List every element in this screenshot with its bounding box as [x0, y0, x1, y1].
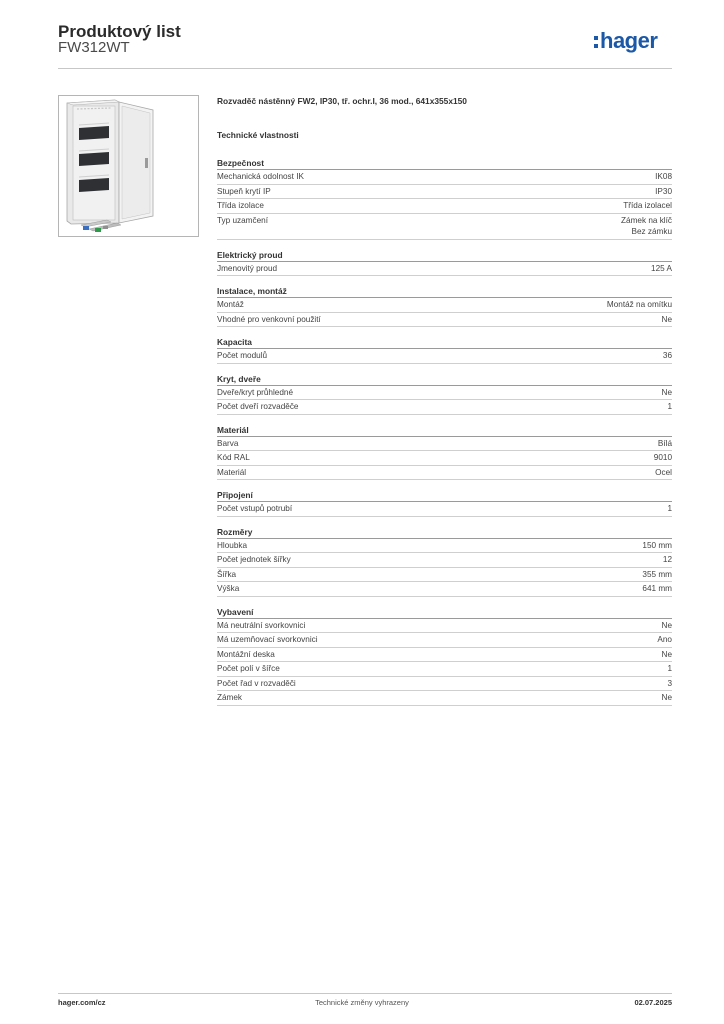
- spec-section-title: Kapacita: [217, 336, 672, 349]
- spec-label: Počet dveří rozvaděče: [217, 402, 299, 411]
- spec-row: [217, 568, 672, 583]
- spec-row: [217, 648, 672, 663]
- spec-section: [217, 526, 672, 597]
- spec-label: Vhodné pro venkovní použití: [217, 314, 321, 324]
- spec-row: [217, 400, 672, 415]
- spec-value: 641 mm: [642, 584, 672, 593]
- spec-value: 9010: [653, 453, 672, 462]
- spec-section: [217, 157, 672, 240]
- spec-value: 125 A: [651, 263, 672, 273]
- spec-row: [217, 262, 672, 277]
- spec-label: Počet řad v rozvaděči: [217, 678, 296, 688]
- spec-label: Výška: [217, 584, 240, 593]
- spec-row: [217, 386, 672, 401]
- spec-value: IP30: [655, 186, 672, 196]
- spec-section: [217, 336, 672, 364]
- spec-label: Materiál: [217, 467, 247, 477]
- spec-row: [217, 677, 672, 692]
- spec-section-title: Rozměry: [217, 526, 672, 539]
- spec-row: [217, 298, 672, 313]
- spec-sections: [217, 157, 672, 706]
- spec-section-title: Materiál: [217, 424, 672, 437]
- spec-section: [217, 373, 672, 415]
- footer-divider: [58, 993, 672, 994]
- product-code: FW312WT: [58, 39, 130, 56]
- spec-label: Hloubka: [217, 540, 248, 550]
- spec-label: Kód RAL: [217, 453, 250, 462]
- spec-row: [217, 662, 672, 677]
- spec-row: [217, 619, 672, 634]
- spec-section: [217, 285, 672, 327]
- spec-row: [217, 185, 672, 200]
- spec-value: 36: [662, 351, 672, 360]
- spec-label: Jmenovitý proud: [217, 263, 278, 273]
- spec-section-title: Elektrický proud: [217, 249, 672, 262]
- spec-value: Ocel: [655, 467, 672, 477]
- spec-label: Třída izolace: [217, 201, 264, 210]
- spec-row: [217, 502, 672, 517]
- spec-row: [217, 313, 672, 328]
- spec-label: Zámek: [217, 693, 243, 702]
- spec-value: Třída izolacel: [623, 201, 672, 210]
- spec-value: Ne: [661, 649, 672, 659]
- header-divider: [58, 68, 672, 69]
- spec-value: 1: [667, 402, 672, 411]
- spec-value: Bílá: [657, 438, 672, 448]
- spec-value: Ne: [661, 620, 672, 630]
- spec-label: Počet modulů: [217, 351, 268, 360]
- product-image: [58, 95, 199, 237]
- product-description: Rozvaděč nástěnný FW2, IP30, tř. ochr.I, 36 mod., 641x355x150: [217, 96, 467, 106]
- spec-label: Dveře/kryt průhledné: [217, 387, 293, 397]
- spec-value: Montáž na omítku: [606, 300, 672, 309]
- product-details: [217, 96, 672, 715]
- spec-label: Typ uzamčení: [217, 215, 268, 225]
- footer-note: Technické změny vyhrazeny: [315, 998, 409, 1007]
- spec-section: [217, 249, 672, 277]
- spec-label: Montáž: [217, 300, 244, 309]
- spec-label: Šířka: [217, 569, 237, 579]
- spec-section-title: Připojení: [217, 489, 672, 502]
- spec-row: [217, 691, 672, 706]
- enclosure-illustration: [59, 96, 198, 236]
- logo-text: hager: [600, 28, 658, 53]
- spec-label: Stupeň krytí IP: [217, 186, 271, 196]
- spec-value: 355 mm: [642, 569, 672, 579]
- spec-section: [217, 606, 672, 706]
- spec-section: [217, 424, 672, 481]
- spec-row: [217, 199, 672, 214]
- spec-row: [217, 170, 672, 185]
- spec-row: [217, 553, 672, 568]
- module-rows: [79, 123, 109, 192]
- spec-section-title: Vybavení: [217, 606, 672, 619]
- spec-row: [217, 349, 672, 364]
- spec-value: 1: [667, 664, 672, 673]
- spec-value: 150 mm: [642, 540, 672, 550]
- footer-date: 02.07.2025: [634, 998, 672, 1007]
- hager-logo[interactable]: [594, 28, 657, 54]
- spec-value: IK08: [655, 172, 672, 181]
- spec-section-title: Instalace, montáž: [217, 285, 672, 298]
- spec-section-title: Bezpečnost: [217, 157, 672, 170]
- spec-row: [217, 466, 672, 481]
- spec-section-title: Kryt, dveře: [217, 373, 672, 386]
- page-title: Produktový list: [58, 22, 181, 41]
- spec-label: Montážní deska: [217, 649, 275, 659]
- spec-value: Ne: [661, 314, 672, 324]
- spec-label: Počet jednotek šířky: [217, 555, 291, 564]
- spec-value: 3: [667, 678, 672, 688]
- spec-label: Má neutrální svorkovnici: [217, 620, 306, 630]
- spec-label: Počet polí v šířce: [217, 664, 280, 673]
- spec-label: Mechanická odolnost IK: [217, 172, 304, 181]
- technical-properties-heading: Technické vlastnosti: [217, 130, 299, 140]
- spec-row: [217, 633, 672, 648]
- spec-value: Ne: [661, 387, 672, 397]
- spec-row: [217, 214, 672, 240]
- spec-row: [217, 539, 672, 554]
- spec-label: Počet vstupů potrubí: [217, 504, 293, 513]
- spec-section: [217, 489, 672, 517]
- spec-value: 1: [667, 504, 672, 513]
- spec-row: [217, 437, 672, 452]
- spec-row: [217, 451, 672, 466]
- spec-value: Zámek na klíč Bez zámku: [621, 215, 672, 236]
- spec-label: Má uzemňovací svorkovnici: [217, 635, 318, 644]
- spec-value: Ano: [657, 635, 672, 644]
- spec-value: Ne: [661, 693, 672, 702]
- spec-value: 12: [662, 555, 672, 564]
- footer-website-link[interactable]: hager.com/cz: [58, 998, 106, 1007]
- spec-label: Barva: [217, 438, 239, 448]
- logo-colon-icon: [594, 33, 599, 49]
- spec-row: [217, 582, 672, 597]
